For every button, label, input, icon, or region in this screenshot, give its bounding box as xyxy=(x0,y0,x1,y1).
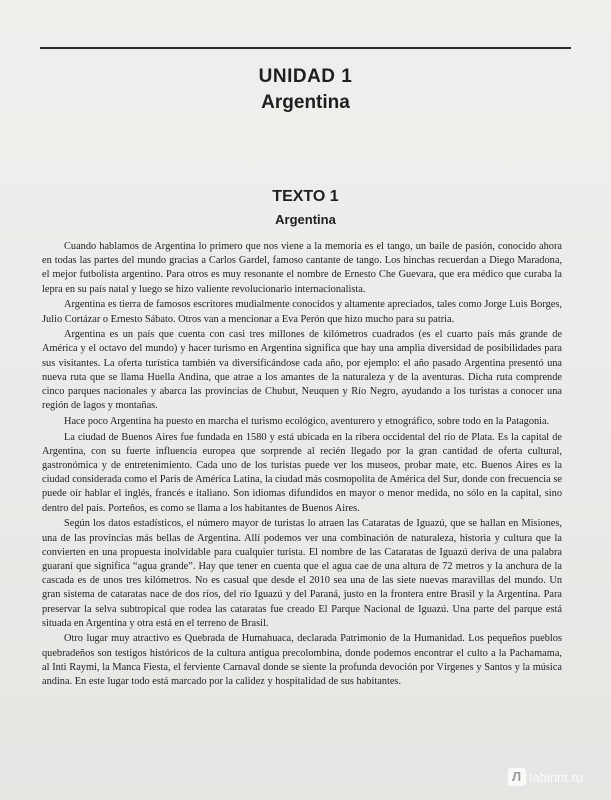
section-header xyxy=(0,188,611,227)
watermark-text: labirint.ru xyxy=(529,769,583,785)
paragraph: Argentina es un país que cuenta con casi tres millones de kilómetros cuadrados (es el cuarto país más grande de América y el octavo del mundo) y hacer turismo en Argentina significa que hay una amplia diversidad de posibilidades para sus visitantes. La oferta turística también va diversificándose cada año, por ejemplo: el año pasado Argentina presentó una nueva ruta que se llama Huella Andina, que atrae a los amantes de la naturaleza y de la aventuras. Dicha ruta comprende cinco parques nacionales y abarca las provincias de Chubut, Neuquen y Río Negro, ayudando a los turistas a conocer una región de lagos y montañas. xyxy=(42,329,562,412)
watermark xyxy=(508,768,583,786)
labirint-logo-icon: Л xyxy=(508,768,526,786)
paragraph: Según los datos estadísticos, el número mayor de turistas lo atraen las Cataratas de Iguazú, que se hallan en Misiones, una de las provincias más bellas de Argentina. Allí podemos ver una combinación de naturaleza, historia y cultura que la convierten en una propuesta inolvidable para cualquier turista. El nombre de las Cataratas de Iguazú deriva de una palabra guaraní que significa “agua grande”. Hay que tener en cuenta que el agua cae de una altura de 72 metros y la anchura de la cascada es de unos tres kilómetros. No es casual que desde el 2010 sea una de las siete nuevas maravillas del mundo. Un gran sistema de cataratas nace de dos ríos, del río Iguazú y del Paraná, justo en la frontera entre Brasil y la Argentina. Para preservar la selva subtropical que rodea las cataratas fue creado El Parque Nacional de Iguazú. Una parte del parque está situada en Argentina y otra está en el terreno de Brasil. xyxy=(42,518,562,629)
section-label: TEXTO 1 xyxy=(272,188,339,205)
unit-header xyxy=(0,66,611,114)
section-subtitle: Argentina xyxy=(275,212,336,227)
paragraph: Otro lugar muy atractivo es Quebrada de Humahuaca, declarada Patrimonio de la Humanidad. Los pequeños pueblos quebradeños son testigos históricos de la cultura antigua precolombina, donde podemos encontrar el culto a la Pachamama, al Inti Raymi, la Manca Fiesta, el ferviente Carnaval donde se siente la profunda devoción por Vírgenes y Santos y la música andina. En este lugar todo está marcado por la calidez y hospitalidad de sus habitantes. xyxy=(42,633,562,688)
paragraph: Cuando hablamos de Argentina lo primero que nos viene a la memoria es el tango, un baile de pasión, conocido ahora en todas las partes del mundo gracias a Carlos Gardel, famoso cantante de tango. Los hinchas recuerdan a Diego Maradona, el mejor futbolista argentino. Para otros es muy resonante el nombre de Ernesto Che Guevara, que era médico que curaba la lepra en su país natal y luego se hizo valiente revolucionario internacionalista. xyxy=(42,241,562,295)
header-rule xyxy=(40,47,571,49)
unit-label: UNIDAD 1 xyxy=(258,66,353,87)
paragraph: Hace poco Argentina ha puesto en marcha el turismo ecológico, aventurero y etnográfico, sobre todo en la Patagonia. xyxy=(64,415,550,427)
paragraph: Argentina es tierra de famosos escritores mudialmente conocidos y altamente apreciados, tales como Jorge Luis Borges, Julio Cortázar o Ernesto Sábato. Otros van a mencionar a Eva Perón que hizo mucho para su patria. xyxy=(42,299,562,325)
body-text xyxy=(42,240,562,691)
unit-title: Argentina xyxy=(261,92,350,113)
paragraph: La ciudad de Buenos Aires fue fundada en 1580 y está ubicada en la ribera occidental del río de Plata. Es la capital de Argentina, con su fuerte influencia europea que sorprende al recién llegado por la gran cantidad de oferta cultural, gastronómica y de entretenimiento. Cada uno de los turistas puede ver los museos, probar mate, etc. Buenos Aires es la ciudad considerada como el París de América Latina, la ciudad más cosmopolita de América del Sur, donde con frecuencia se puede oír hablar el inglés, francés e italiano. Son idiomas difundidos en mayor o menor medida, no sólo en la capital, sino dentro del país. Porteños, es como se llama a los habitantes de Buenos Aires. xyxy=(42,431,562,514)
